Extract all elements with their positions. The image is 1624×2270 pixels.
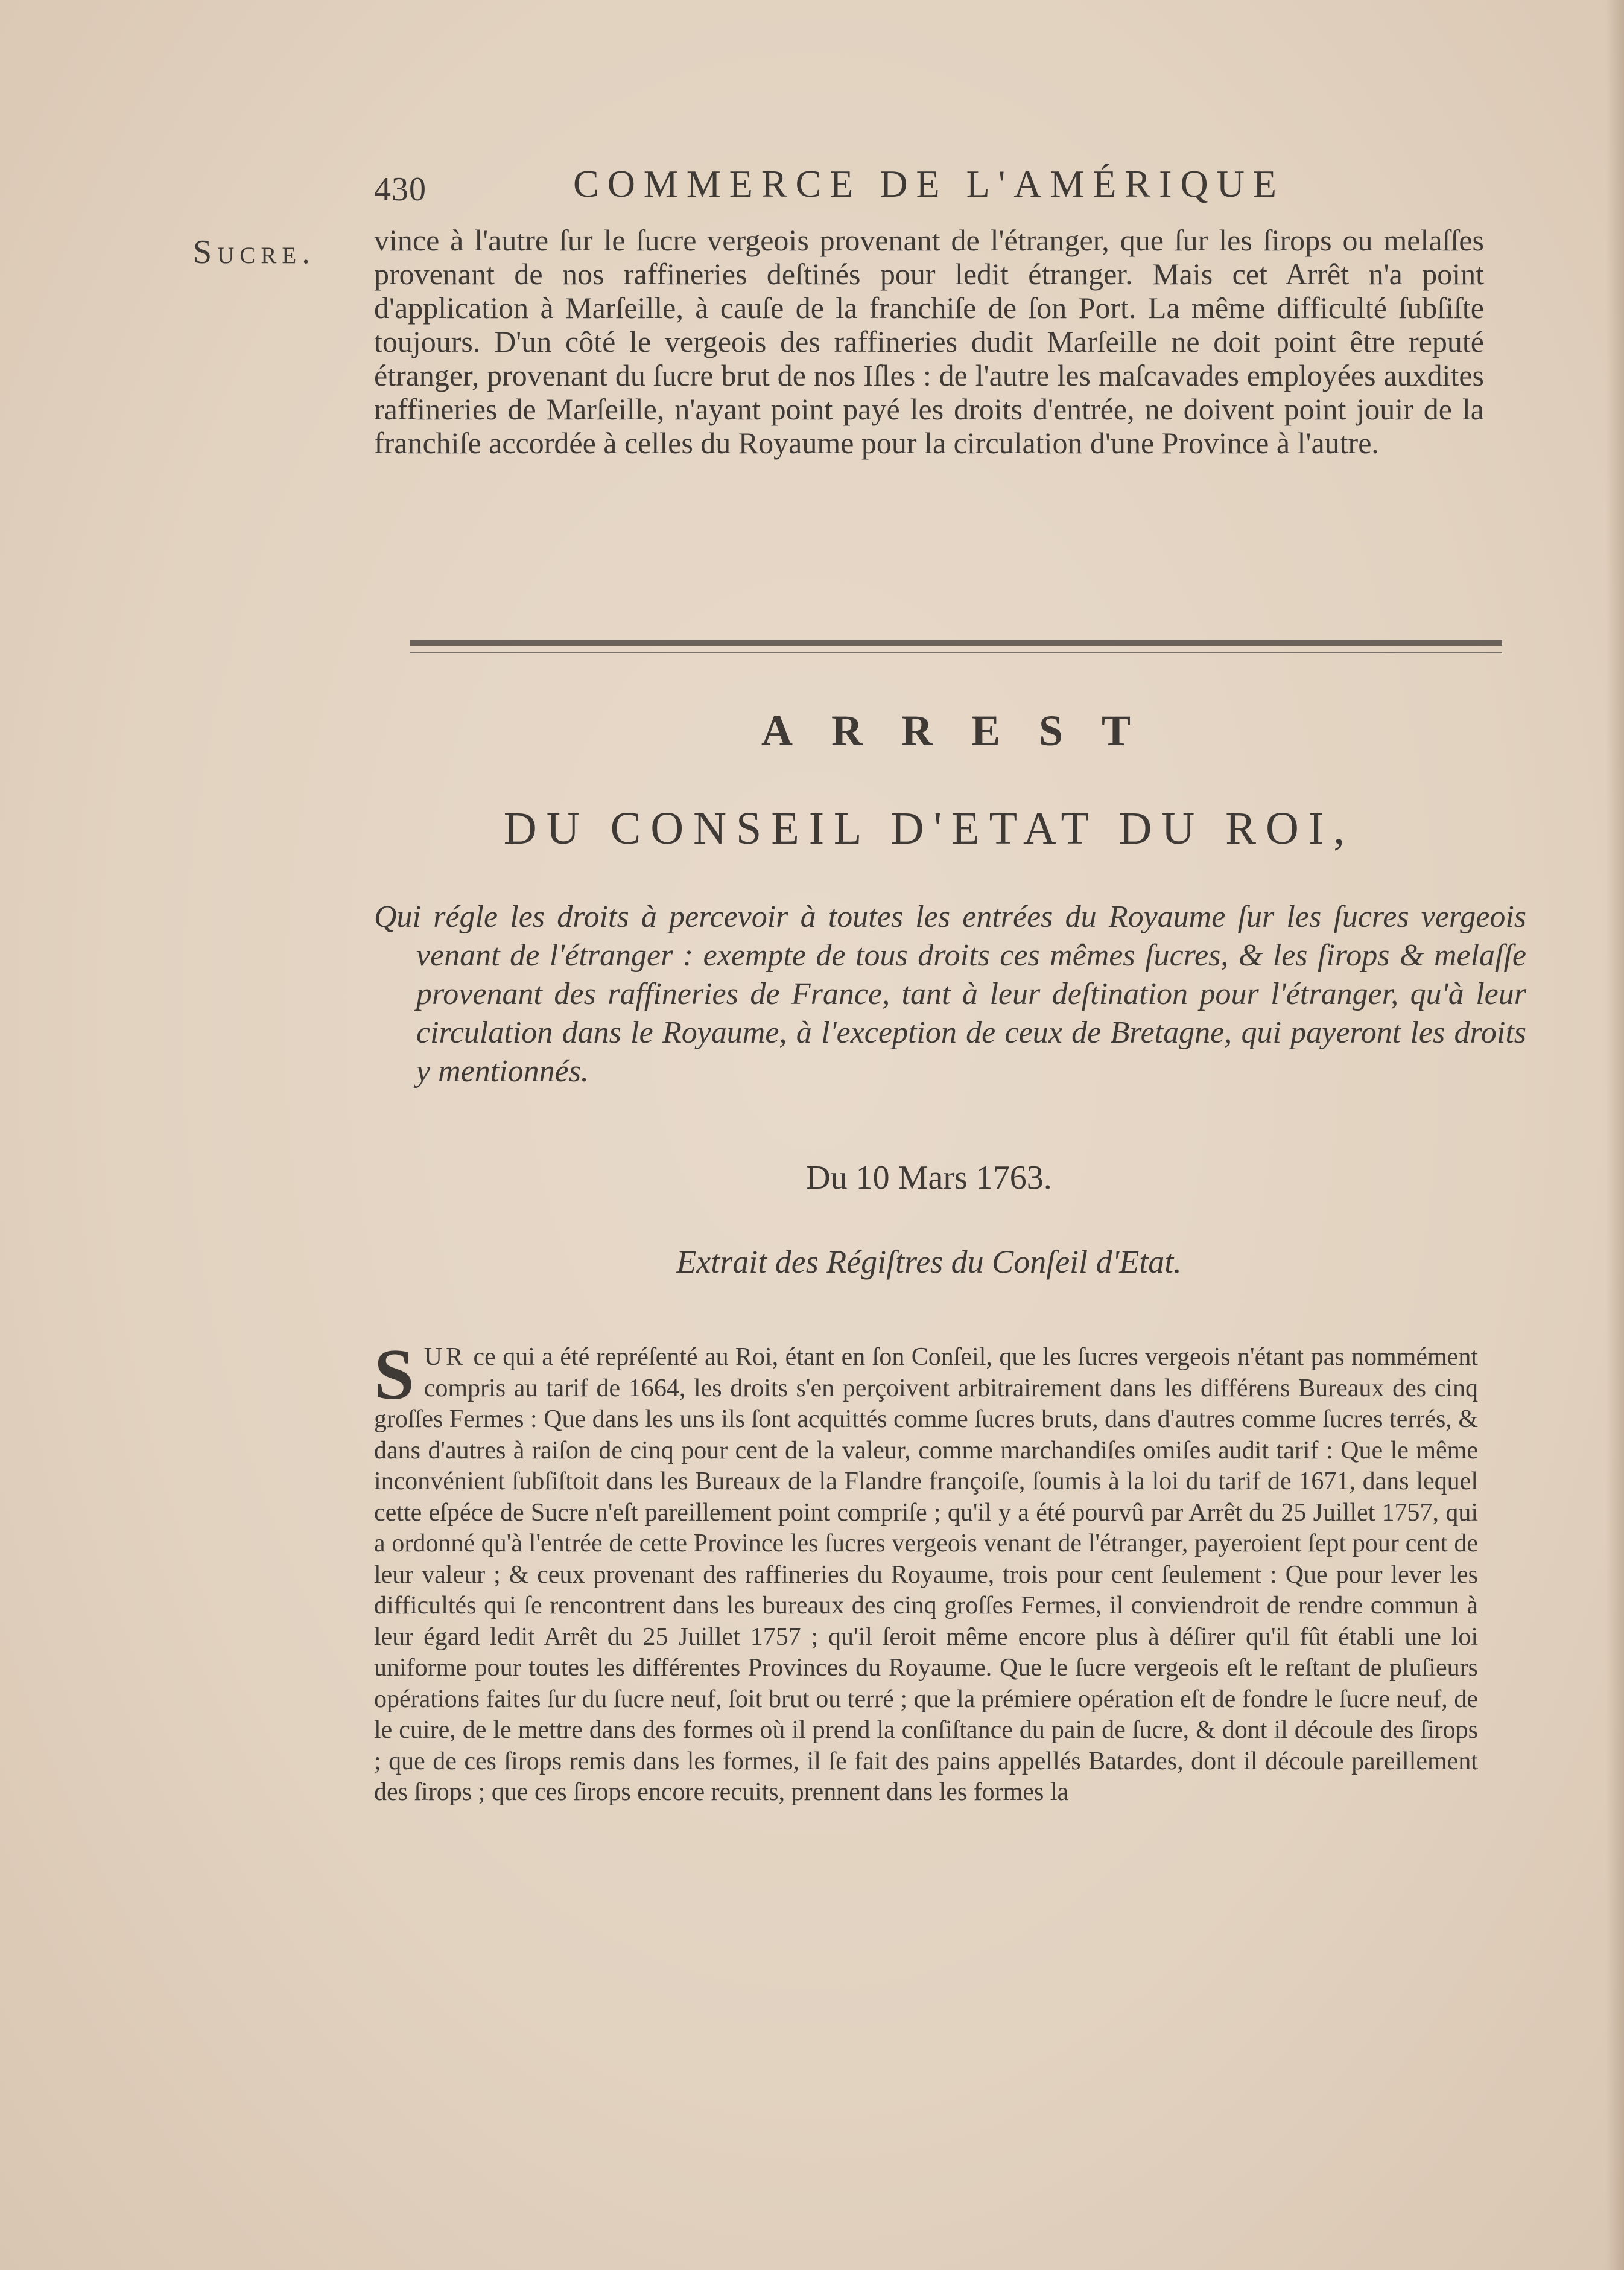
page-header: [374, 162, 1388, 210]
drop-cap: S: [374, 1334, 414, 1414]
body-paragraph: [374, 1334, 1478, 1808]
page-edge-shadow: [1606, 0, 1624, 2270]
council-title: DU CONSEIL D'ETAT DU ROI,: [503, 803, 1355, 854]
thin-rule: [410, 652, 1502, 653]
decree-date: Du 10 Mars 1763.: [806, 1159, 1052, 1197]
body-lead: UR: [423, 1343, 467, 1371]
page-number: 430: [374, 171, 427, 208]
ornamental-rule: [410, 640, 1502, 646]
margin-note: Sucre.: [193, 234, 316, 271]
running-head: COMMERCE DE L'AMÉRIQUE: [573, 162, 1285, 205]
intro-paragraph: vince à l'autre ſur le ſucre vergeois provenant de l'étranger, que ſur les ſirops ou melaſſes provenant de nos raffineries deſtinés pour ledit étranger. Mais cet Arrêt n'a point d'application à Marſeille, à cauſe de la franchiſe de ſon Port. La même difficulté ſubſiſte toujours. D'un côté le vergeois des raffineries dudit Marſeille ne doit point être reputé étranger, provenant du ſucre brut de nos Iſles : de l'autre les maſcavades employées auxdites raffineries de Marſeille, n'ayant point payé les droits d'entrée, ne doivent point jouir de la franchiſe accordée à celles du Royaume pour la circulation d'une Province à l'autre.: [374, 223, 1484, 460]
arrest-title: ARREST: [761, 707, 1170, 755]
body-text: ce qui a été repréſenté au Roi, étant en ſon Conſeil, que les ſucres vergeois n'étant pas nommément compris au tarif de 1664, les droits s'en perçoivent arbitrairement dans les différens Bureaux des cinq groſſes Fermes : Que dans les uns ils ſont acquittés comme ſucres bruts, dans d'autres comme ſucres terrés, & dans d'autres à raiſon de cinq pour cent de la valeur, comme marchandiſes omiſes audit tarif : Que le même inconvénient ſubſiſtoit dans les Bureaux de la Flandre françoiſe, ſoumis à la loi du tarif de 1671, dans lequel cette eſpéce de Sucre n'eſt pareillement point compriſe ; qu'il y a été pourvû par Arrêt du 25 Juillet 1757, qui a ordonné qu'à l'entrée de cette Province les ſucres vergeois venant de l'étranger, payeroient ſept pour cent de leur valeur ; & ceux provenant des raffineries du Royaume, trois pour cent ſeulement : Que pour lever les difficultés qui ſe rencontrent dans les bureaux des cinq groſſes Fermes, il conviendroit de rendre commun à leur égard ledit Arrêt du 25 Juillet 1757 ; qu'il ſeroit même encore plus à déſirer qu'il fût établi une loi uniforme pour toutes les différentes Provinces du Royaume. Que le ſucre vergeois eſt le reſtant de pluſieurs opérations faites ſur du ſucre neuf, ſoit brut ou terré ; que la prémiere opération eſt de fondre le ſucre neuf, de le cuire, de le mettre dans des formes où il prend la conſiſtance du pain de ſucre, & dont il découle des ſirops ; que de ces ſirops remis dans les formes, il ſe fait des pains appellés Batardes, dont il découle pareillement des ſirops ; que ces ſirops encore recuits, prennent dans les formes la: [374, 1343, 1478, 1806]
register-extract: Extrait des Régiſtres du Conſeil d'Etat.: [676, 1244, 1182, 1280]
decree-summary: Qui régle les droits à percevoir à toutes les entrées du Royaume ſur les ſucres vergeois venant de l'étranger : exempte de tous droits ces mêmes ſucres, & les ſirops & melaſſe provenant des raffineries de France, tant à leur deſtination pour l'étranger, qu'à leur circulation dans le Royaume, à l'exception de ceux de Bretagne, qui payeront les droits y mentionnés.: [374, 900, 1526, 1089]
